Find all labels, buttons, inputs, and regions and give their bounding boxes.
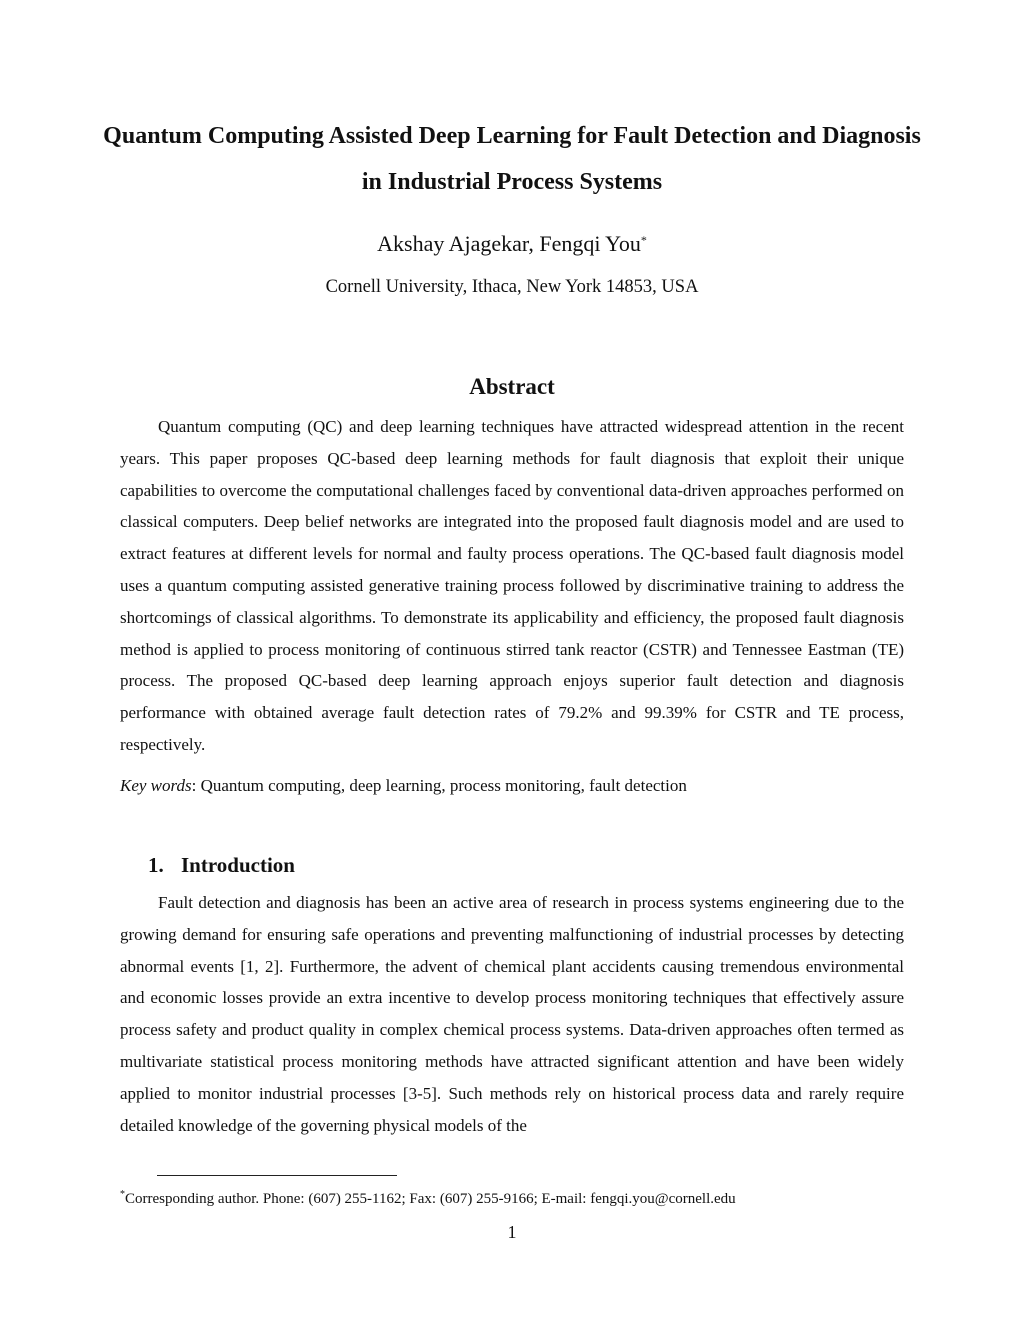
page-number: 1 (507, 1222, 517, 1242)
footnote (120, 1184, 940, 1210)
footnote-marker: * (120, 1189, 125, 1200)
affiliation: Cornell University, Ithaca, New York 14853, USA (325, 277, 699, 297)
footnote-divider (157, 1175, 397, 1176)
footnote-text: Corresponding author. Phone: (607) 255-1162; Fax: (607) 255-9166; E-mail: fengqi.you@cornell.edu (125, 1191, 736, 1207)
authors: Akshay Ajagekar, Fengqi You (377, 231, 641, 256)
section-heading-introduction (148, 849, 295, 881)
abstract-heading: Abstract (469, 374, 555, 399)
abstract-text: Quantum computing (QC) and deep learning techniques have attracted widespread attention in the recent years. This paper proposes QC-based deep learning methods for fault diagnosis that exploit their unique capabilities to overcome the computational challenges faced by conventional data-driven approaches performed on classical computers. Deep belief networks are integrated into the proposed fault diagnosis model and are used to extract features at different levels for normal and faulty process operations. The QC-based fault diagnosis model uses a quantum computing assisted generative training process followed by discriminative training to address the shortcomings of classical algorithms. To demonstrate its applicability and efficiency, the proposed fault diagnosis method is applied to process monitoring of continuous stirred tank reactor (CSTR) and Tennessee Eastman (TE) process. The proposed QC-based deep learning approach enjoys superior fault detection and diagnosis performance with obtained average fault detection rates of 79.2% and 99.39% for CSTR and TE process, respectively. (120, 417, 904, 754)
keywords: : Quantum computing, deep learning, process monitoring, fault detection (191, 776, 687, 795)
introduction-text: Fault detection and diagnosis has been an active area of research in process systems engineering due to the growing demand for ensuring safe operations and preventing malfunctioning of industrial processes by detecting abnormal events [1, 2]. Furthermore, the advent of chemical plant accidents causing tremendous environmental and economic losses provide an extra incentive to develop process monitoring techniques that effectively assure process safety and product quality in complex chemical process systems. Data-driven approaches often termed as multivariate statistical process monitoring methods have attracted significant attention and have been widely applied to monitor industrial processes [3-5]. Such methods rely on historical process data and rarely require detailed knowledge of the governing physical models of the (120, 893, 904, 1135)
corresponding-author-marker: * (640, 233, 647, 247)
author-line (0, 229, 1024, 259)
keywords-line (120, 771, 904, 801)
section-title: Introduction (181, 853, 295, 877)
paper-title: Quantum Computing Assisted Deep Learning for Fault Detection and Diagnosis in Industrial Process Systems (103, 123, 921, 195)
section-number: 1. (148, 853, 164, 877)
keywords-label: Key words (120, 776, 192, 795)
